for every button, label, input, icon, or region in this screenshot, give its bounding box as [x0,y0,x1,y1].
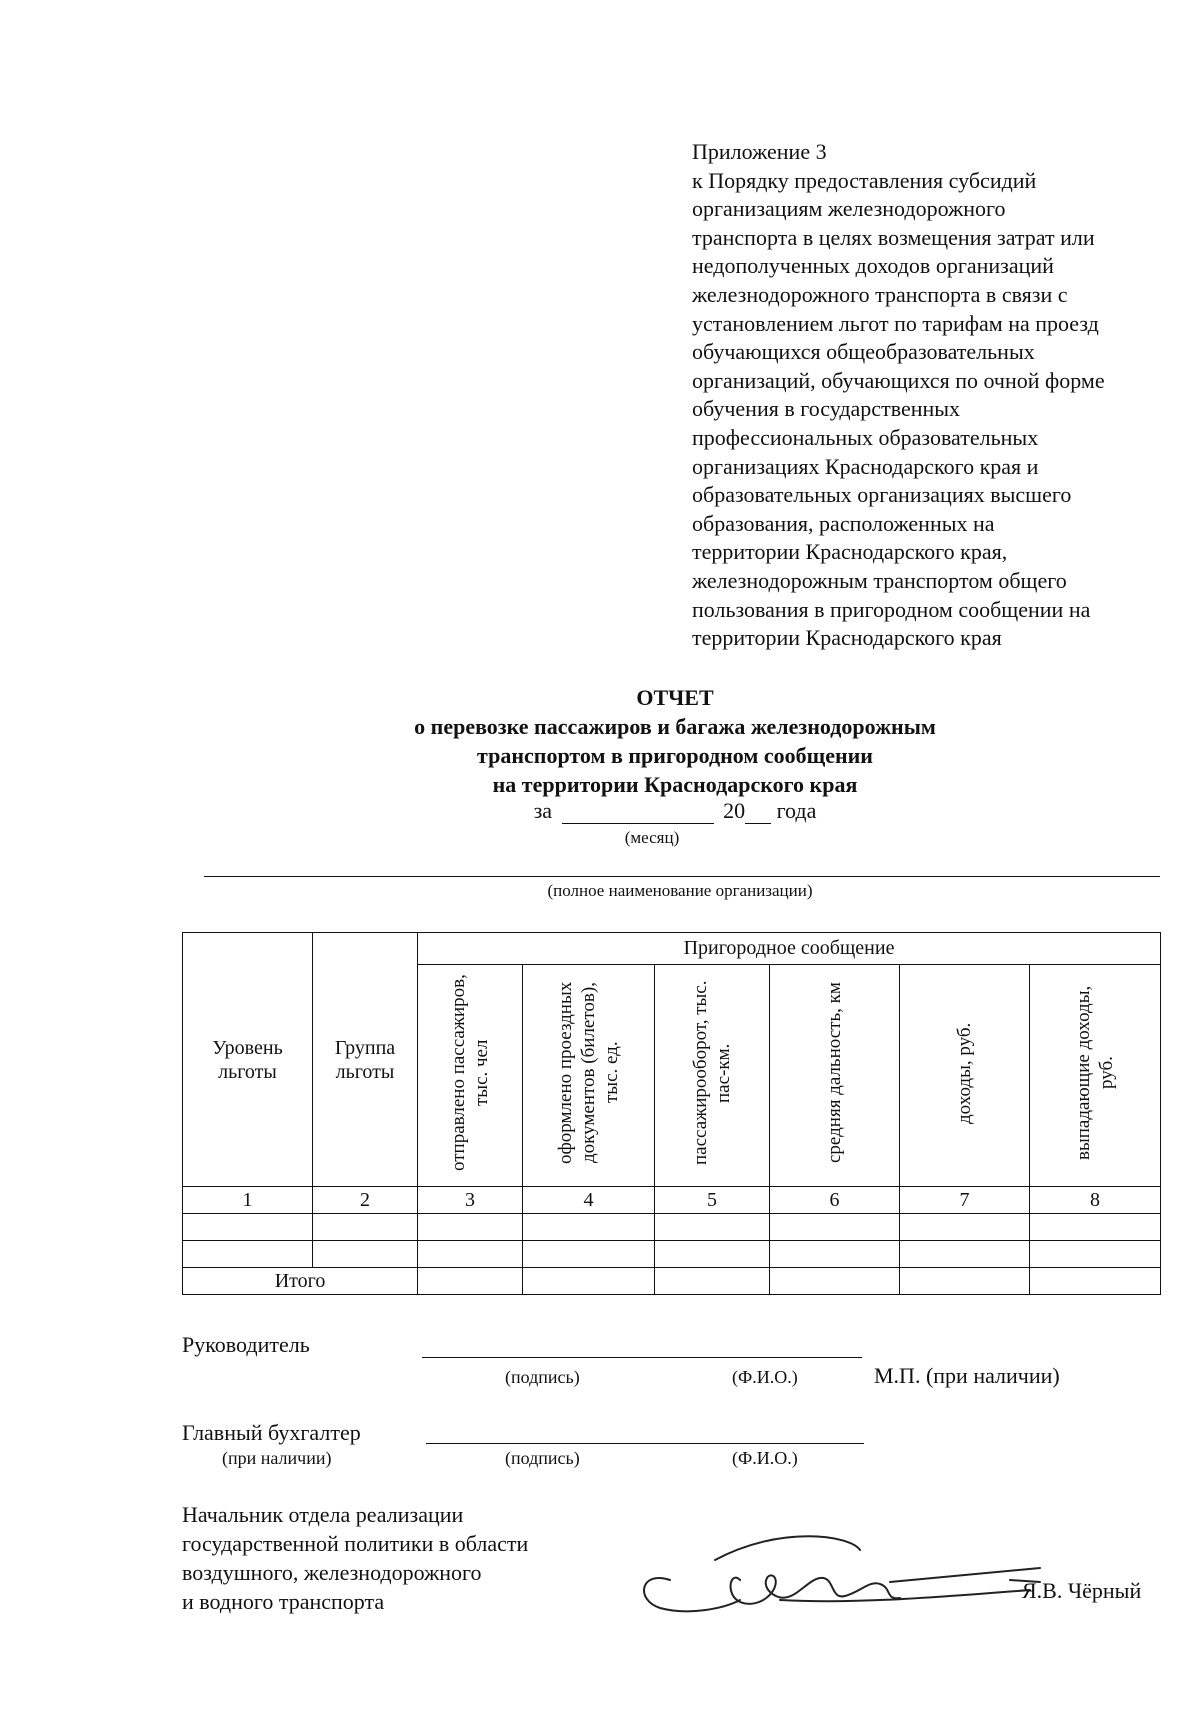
accountant-note: (при наличии) [222,1448,332,1468]
year-field[interactable] [745,803,771,824]
annex-line: железнодорожным транспортом общего [692,567,1067,593]
table-cell[interactable] [523,1214,655,1241]
stamp-caption: М.П. (при наличии) [874,1363,1060,1388]
table-cell[interactable] [770,1241,900,1268]
header-average-distance-label: средняя дальность, км [824,982,845,1163]
report-subtitle-line2: транспортом в пригородном сообщении [477,743,873,768]
table-cell[interactable] [183,1241,313,1268]
annex-line: организациям железнодорожного [692,196,1006,222]
column-number: 4 [523,1187,655,1214]
annex-line: недополученных доходов организаций [692,253,1054,279]
signer-name: Я.В. Чёрный [1022,1578,1142,1603]
annex-line: образования, расположенных на [692,510,995,536]
annex-line: Приложение 3 [692,139,827,164]
annex-line: установлением льгот по тарифам на проезд [692,310,1099,336]
accountant-signature-caption: (подпись) [505,1448,580,1468]
header-passengers [418,965,523,1187]
annex-line: обучения в государственных [692,396,961,422]
column-number: 7 [900,1187,1030,1214]
head-signature-caption: (подпись) [505,1367,580,1387]
table-cell[interactable] [313,1214,418,1241]
table-cell[interactable] [655,1268,770,1295]
annex-line: образовательных организациях высшего [692,482,1072,508]
table-cell[interactable] [1030,1268,1161,1295]
report-subtitle-line3: на территории Краснодарского края [492,772,858,797]
header-tickets-label: оформлено проездных документов (билетов), тыс. ед. [555,981,622,1164]
footer-position-line: государственной политики в области [182,1531,529,1556]
accountant-label: Главный бухгалтер [182,1420,361,1445]
table-cell[interactable] [900,1214,1030,1241]
report-subtitle-line1: о перевозке пассажиров и багажа железнодорожным [414,714,936,739]
footer-position-line: Начальник отдела реализации [182,1502,464,1527]
table-cell[interactable] [655,1241,770,1268]
header-suburban: Пригородное сообщение [418,933,1161,965]
accountant-signature-line[interactable] [426,1443,864,1444]
table-cell[interactable] [523,1268,655,1295]
footer-position-line: и водного транспорта [182,1589,385,1614]
header-benefit-level-label: Уровень льготы [212,1036,283,1083]
header-income-label: доходы, руб. [954,1021,975,1124]
annex-line: обучающихся общеобразовательных [692,339,1035,365]
table-cell[interactable] [770,1268,900,1295]
report-table [182,932,1161,1295]
month-caption: (месяц) [624,828,680,847]
annex-line: территории Краснодарского края [692,625,1002,651]
column-number: 6 [770,1187,900,1214]
table-cell[interactable] [418,1214,523,1241]
annex-line: территории Краснодарского края, [692,539,1008,565]
table-row [183,1214,1161,1241]
header-passenger-turnover [655,965,770,1187]
footer-position-line: воздушного, железнодорожного [182,1560,482,1585]
year-prefix: 20 [723,798,746,823]
header-passengers-label: отправлено пассажиров, тыс. чел [448,974,492,1171]
total-label: Итого [183,1268,418,1295]
annex-line: организаций, обучающихся по очной форме [692,367,1105,393]
table-cell[interactable] [655,1214,770,1241]
annex-line: пользования в пригородном сообщении на [692,596,1091,622]
annex-line: транспорта в целях возмещения затрат или [692,224,1095,250]
header-passenger-turnover-label: пассажирооборот, тыс. пас-км. [690,980,734,1165]
accountant-name-caption: (Ф.И.О.) [732,1448,798,1468]
annex-block [692,138,1162,653]
month-field[interactable] [562,803,714,824]
table-cell[interactable] [418,1268,523,1295]
organization-caption: (полное наименование организации) [547,881,813,900]
annex-line: профессиональных образовательных [692,424,1039,450]
annex-line: к Порядку предоставления субсидий [692,167,1037,193]
table-cell[interactable] [523,1241,655,1268]
table-cell[interactable] [418,1241,523,1268]
header-lost-income-label: выпадающие доходы, руб. [1073,985,1117,1160]
table-cell[interactable] [900,1241,1030,1268]
header-lost-income [1030,965,1161,1187]
column-number: 2 [313,1187,418,1214]
footer-position [182,1500,528,1616]
column-number: 3 [418,1187,523,1214]
annex-line: организациях Краснодарского края и [692,453,1039,479]
table-cell[interactable] [1030,1241,1161,1268]
header-average-distance [770,965,900,1187]
table-cell[interactable] [900,1268,1030,1295]
table-row [183,1241,1161,1268]
column-number-row [183,1187,1161,1214]
table-cell[interactable] [183,1214,313,1241]
organization-name-line[interactable] [204,876,1160,877]
header-income [900,965,1030,1187]
table-cell[interactable] [1030,1214,1161,1241]
header-tickets [523,965,655,1187]
table-cell[interactable] [313,1241,418,1268]
column-number: 8 [1030,1187,1161,1214]
total-row [183,1268,1161,1295]
header-benefit-group [313,933,418,1187]
handwritten-signature [630,1520,1050,1640]
head-name-caption: (Ф.И.О.) [732,1367,798,1387]
column-number: 5 [655,1187,770,1214]
period-prefix: за [533,798,553,823]
column-number: 1 [183,1187,313,1214]
annex-line: железнодорожного транспорта в связи с [692,281,1068,307]
head-label: Руководитель [182,1332,310,1357]
header-benefit-group-label: Группа льготы [334,1036,396,1083]
period-suffix: года [776,798,817,823]
header-benefit-level [183,933,313,1187]
head-signature-line[interactable] [422,1357,862,1358]
report-title: ОТЧЕТ [636,685,714,710]
report-period [160,798,1190,824]
table-cell[interactable] [770,1214,900,1241]
